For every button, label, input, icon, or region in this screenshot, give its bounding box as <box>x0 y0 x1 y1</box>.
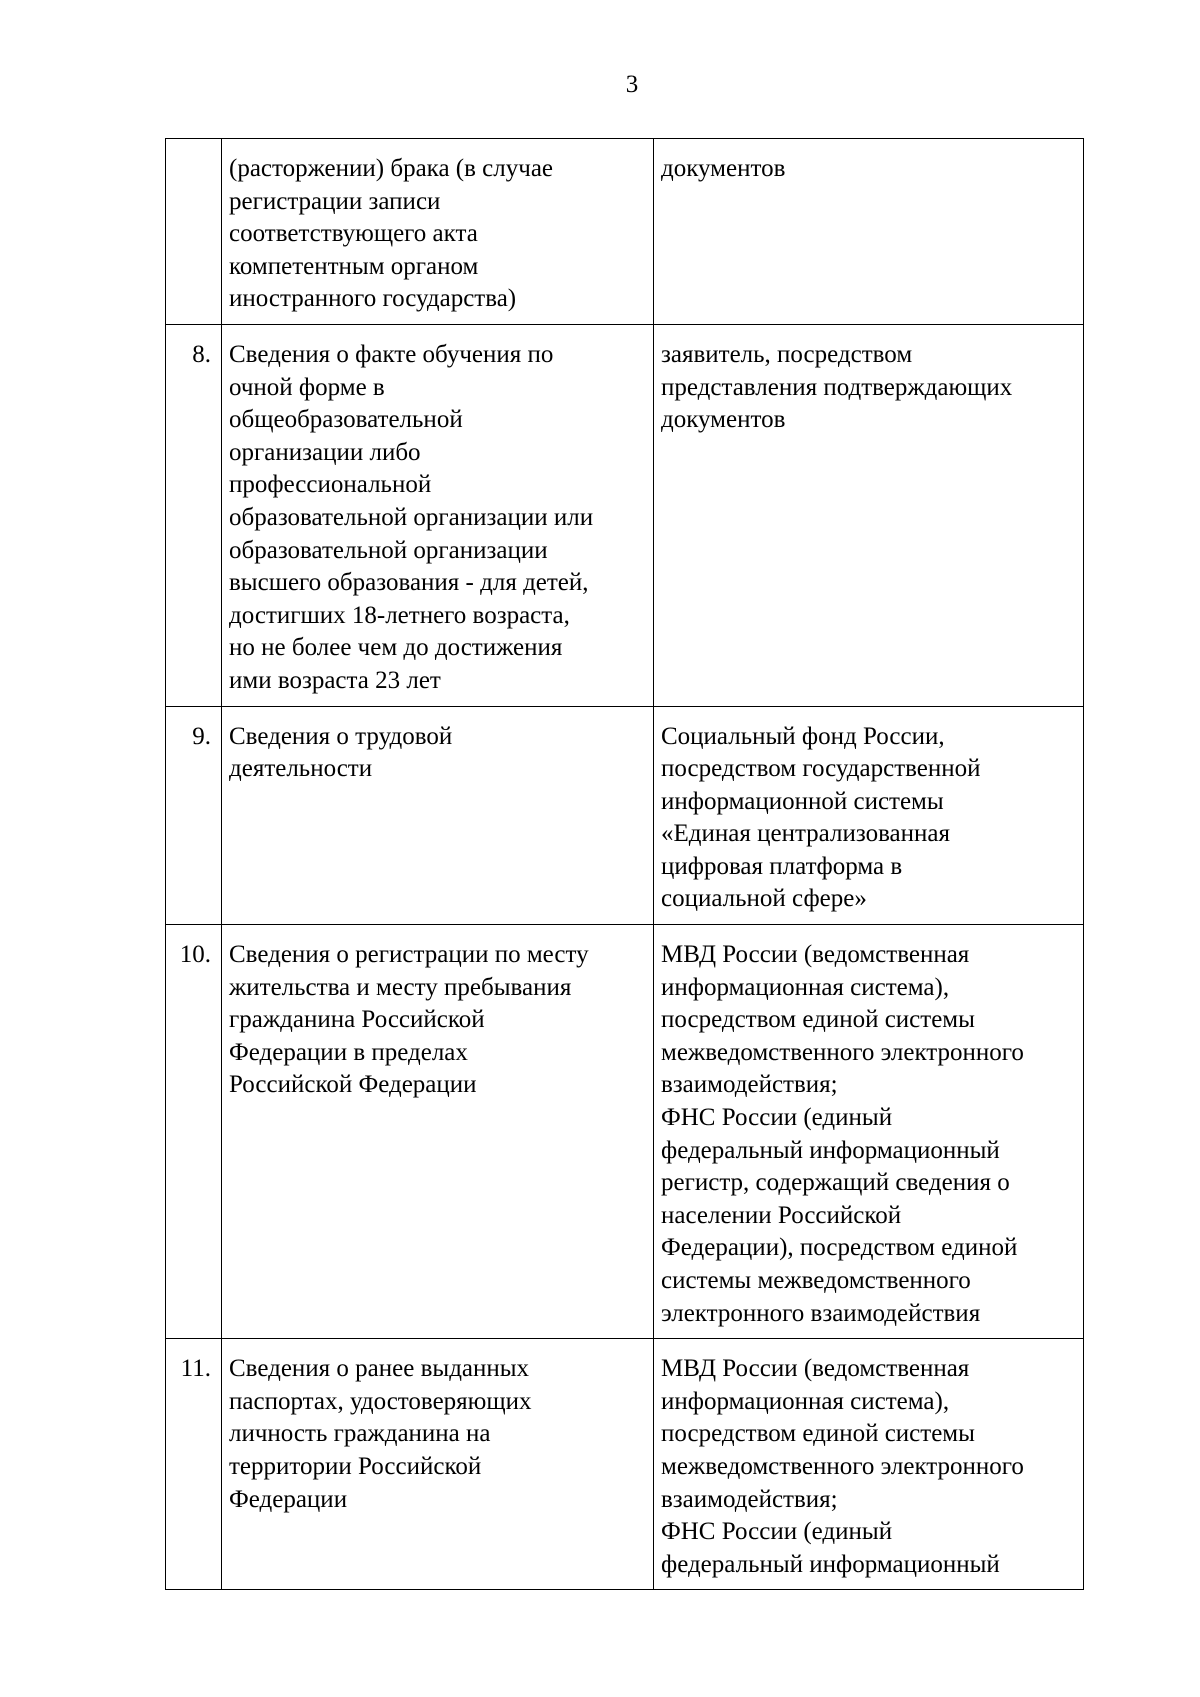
description-line: организации либо <box>229 438 421 466</box>
source-cell <box>654 139 1084 325</box>
table-row <box>166 1339 1084 1590</box>
source-line: МВД России (ведомственная <box>661 1355 970 1383</box>
source-line: ФНС России (единый <box>661 1104 893 1132</box>
description-cell <box>222 139 654 325</box>
source-line: посредством государственной <box>661 755 981 783</box>
description-line: образовательной организации <box>229 536 548 564</box>
source-line: МВД России (ведомственная <box>661 941 970 969</box>
source-line: федеральный информационный <box>661 1136 1000 1164</box>
source-line: системы межведомственного <box>661 1267 971 1294</box>
source-cell <box>654 706 1084 925</box>
source-cell <box>654 925 1084 1339</box>
description-line: профессиональной <box>229 471 432 499</box>
source-line: населении Российской <box>661 1201 902 1229</box>
page-number: 3 <box>625 71 639 98</box>
description-line: регистрации записи <box>229 187 441 215</box>
description-cell <box>222 706 654 925</box>
source-line: социальной сфере» <box>661 885 867 913</box>
description-line: очной форме в <box>229 373 385 401</box>
source-line: цифровая платформа в <box>661 852 903 880</box>
description-cell <box>222 1339 654 1590</box>
description-line: иностранного государства) <box>229 285 517 313</box>
source-line: межведомственного электронного <box>661 1038 1024 1066</box>
data-sources-table <box>165 138 1084 1590</box>
description-line: общеобразовательной <box>229 406 463 434</box>
source-line: ФНС России (единый <box>661 1518 893 1546</box>
source-line: посредством единой системы <box>661 1420 975 1448</box>
row-number-cell <box>166 139 222 325</box>
description-line: деятельности <box>229 755 373 783</box>
description-line: соответствующего акта <box>229 220 478 248</box>
row-number-cell: 11. <box>166 1339 222 1590</box>
description-line: гражданина Российской <box>229 1006 485 1034</box>
description-line: ими возраста 23 лет <box>229 666 441 694</box>
row-number-cell: 8. <box>166 324 222 706</box>
description-cell <box>222 925 654 1339</box>
source-line: межведомственного электронного <box>661 1452 1024 1480</box>
description-line: Сведения о регистрации по месту <box>229 941 589 969</box>
source-cell <box>654 1339 1084 1590</box>
description-line: личность гражданина на <box>229 1420 491 1448</box>
source-line: заявитель, посредством <box>661 340 913 368</box>
source-line: документов <box>661 406 786 434</box>
source-line: информационной системы <box>661 787 944 815</box>
source-line: документов <box>661 155 786 182</box>
description-line: Федерации <box>229 1485 348 1513</box>
description-line: Сведения о ранее выданных <box>229 1355 530 1383</box>
source-line: электронного взаимодействия <box>661 1299 981 1327</box>
source-cell <box>654 324 1084 706</box>
description-line: (расторжении) брака (в случае <box>229 155 554 182</box>
description-line: Сведения о трудовой <box>229 722 453 750</box>
source-line: Социальный фонд России, <box>661 722 945 750</box>
row-number-cell: 10. <box>166 925 222 1339</box>
source-line: Федерации), посредством единой <box>661 1234 1018 1262</box>
description-line: компетентным органом <box>229 252 479 280</box>
description-line: высшего образования - для детей, <box>229 569 589 597</box>
description-line: Российской Федерации <box>229 1071 477 1099</box>
description-line: но не более чем до достижения <box>229 634 563 662</box>
description-line: образовательной организации или <box>229 503 594 531</box>
source-line: посредством единой системы <box>661 1006 975 1034</box>
table-row <box>166 925 1084 1339</box>
row-number-cell: 9. <box>166 706 222 925</box>
description-line: Сведения о факте обучения по <box>229 340 554 368</box>
source-line: информационная система), <box>661 1387 950 1415</box>
table-row <box>166 706 1084 925</box>
source-line: «Единая централизованная <box>661 820 951 848</box>
source-line: взаимодействия; <box>661 1071 838 1099</box>
table-row <box>166 139 1084 325</box>
source-line: регистр, содержащий сведения о <box>661 1169 1010 1197</box>
description-line: достигших 18-летнего возраста, <box>229 601 570 629</box>
description-line: паспортах, удостоверяющих <box>229 1387 532 1415</box>
table-row <box>166 324 1084 706</box>
description-line: территории Российской <box>229 1452 482 1480</box>
source-line: федеральный информационный <box>661 1550 1000 1578</box>
source-line: взаимодействия; <box>661 1485 838 1513</box>
description-line: жительства и месту пребывания <box>229 973 572 1001</box>
source-line: представления подтверждающих <box>661 373 1013 401</box>
description-cell <box>222 324 654 706</box>
description-line: Федерации в пределах <box>229 1038 468 1066</box>
source-line: информационная система), <box>661 973 950 1001</box>
